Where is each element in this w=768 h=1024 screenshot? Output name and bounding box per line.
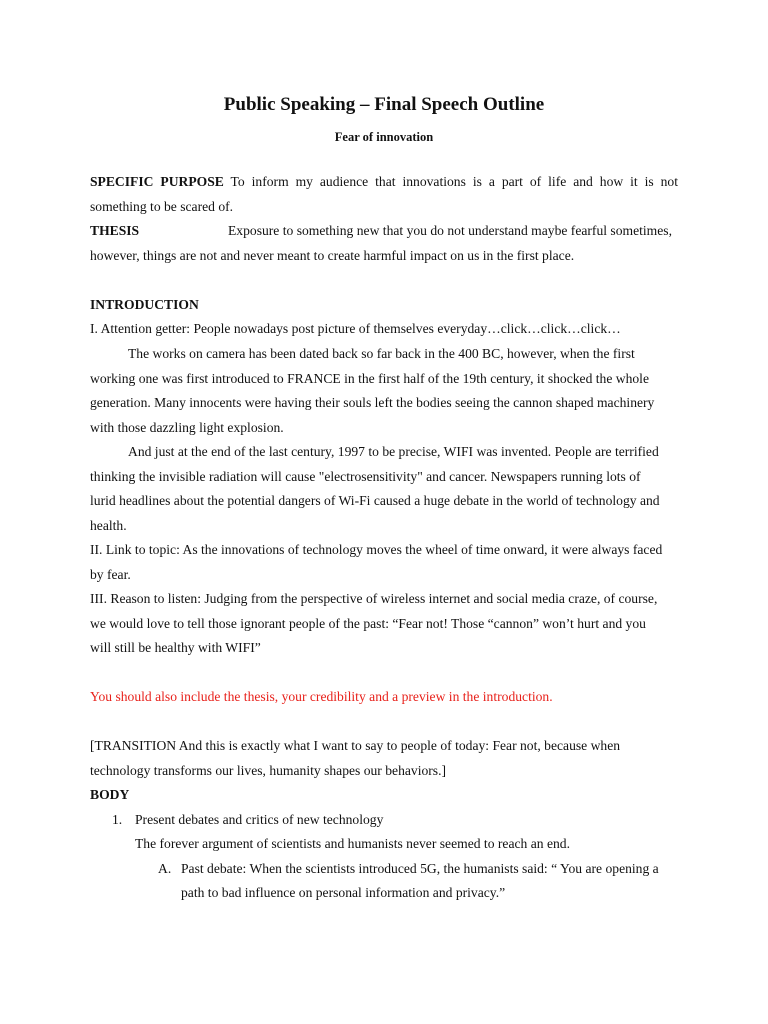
reason-to-listen-line-3: will still be healthy with WIFI” xyxy=(90,640,261,655)
intro-para1-line-2: working one was first introduced to FRANCE in the first half of the 19th century, it shocked the whole xyxy=(90,371,649,386)
instructor-feedback: You should also include the thesis, your credibility and a preview in the introduction. xyxy=(90,689,553,704)
transition-line-2: technology transforms our lives, humanity shapes our behaviors.] xyxy=(90,763,447,778)
intro-para2-line-3: lurid headlines about the potential dangers of Wi-Fi caused a huge debate in the world of technology and xyxy=(90,493,660,508)
body-item-a-line-2: path to bad influence on personal information and privacy.” xyxy=(181,885,506,900)
intro-para2-line-2: thinking the invisible radiation will cause "electrosensitivity" and cancer. Newspapers running lots of xyxy=(90,469,641,484)
body-item-a-line-1: Past debate: When the scientists introduced 5G, the humanists said: “ You are opening a xyxy=(181,861,659,876)
specific-purpose-line-1 xyxy=(90,173,678,191)
introduction-heading: INTRODUCTION xyxy=(90,297,199,312)
thesis-line-1 xyxy=(90,222,678,240)
link-to-topic-line-1: II. Link to topic: As the innovations of technology moves the wheel of time onward, it were always faced xyxy=(90,542,663,557)
body-item-a-letter: A. xyxy=(158,861,172,876)
specific-purpose-label: SPECIFIC PURPOSE xyxy=(90,174,224,189)
thesis-line-2: however, things are not and never meant to create harmful impact on us in the first place. xyxy=(90,248,575,263)
thesis-label: THESIS xyxy=(90,223,140,238)
document-subtitle: Fear of innovation xyxy=(334,130,434,144)
specific-purpose-line-2: something to be scared of. xyxy=(90,199,234,214)
reason-to-listen-line-1: III. Reason to listen: Judging from the perspective of wireless internet and social media craze, of course, xyxy=(90,591,658,606)
attention-getter: I. Attention getter: People nowadays post picture of themselves everyday…click…click…click… xyxy=(90,321,621,336)
body-item-1-number: 1. xyxy=(112,812,123,827)
specific-purpose-text-1: To inform my audience that innovations is a part of life and how it is not xyxy=(230,174,678,189)
intro-para1-line-4: with those dazzling light explosion. xyxy=(90,420,284,435)
body-item-1-text: The forever argument of scientists and humanists never seemed to reach an end. xyxy=(135,836,570,851)
document-title: Public Speaking – Final Speech Outline xyxy=(223,94,545,115)
intro-para1-line-3: generation. Many innocents were having their souls left the bodies seeing the cannon shaped machinery xyxy=(90,395,655,410)
reason-to-listen-line-2: we would love to tell those ignorant people of the past: “Fear not! Those “cannon” won’t hurt and you xyxy=(90,616,646,631)
transition-line-1: [TRANSITION And this is exactly what I want to say to people of today: Fear not, because when xyxy=(90,738,621,753)
intro-para2-line-1: And just at the end of the last century, 1997 to be precise, WIFI was invented. People are terrified xyxy=(128,444,659,459)
intro-para1-line-1: The works on camera has been dated back so far back in the 400 BC, however, when the first xyxy=(128,346,635,361)
body-item-1-title: Present debates and critics of new technology xyxy=(135,812,384,827)
thesis-text-1: Exposure to something new that you do not understand maybe fearful sometimes, xyxy=(228,223,672,238)
intro-para2-line-4: health. xyxy=(90,518,127,533)
body-heading: BODY xyxy=(90,787,130,802)
link-to-topic-line-2: by fear. xyxy=(90,567,131,582)
